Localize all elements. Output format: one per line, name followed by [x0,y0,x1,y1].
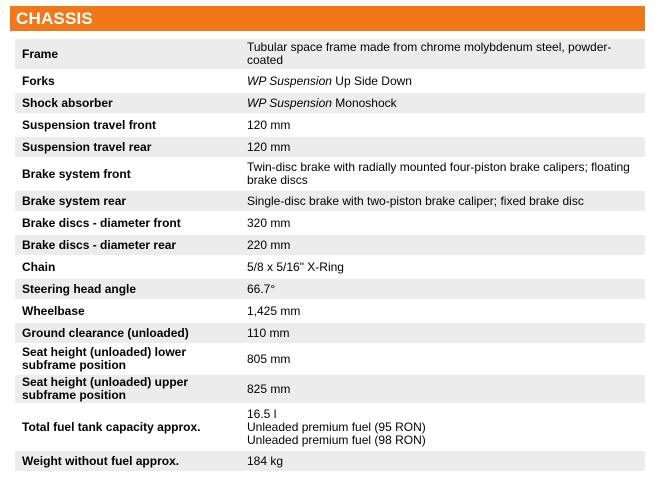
spec-label: Brake system rear [15,191,234,211]
spec-label: Forks [15,71,234,91]
spec-label: Suspension travel front [15,115,234,135]
spec-row-suspension-travel-front [15,115,645,135]
spec-row-brake-discs-rear [15,235,645,255]
spec-value-text: Monoshock [331,95,397,110]
spec-value: 220 mm [234,235,645,255]
spec-value: 5/8 x 5/16" X-Ring [234,257,645,277]
spec-value: 320 mm [234,213,645,233]
spec-value [234,93,645,113]
spec-row-suspension-travel-rear [15,137,645,157]
spec-row-fuel-tank-capacity [15,405,645,449]
spec-value: 120 mm [234,137,645,157]
spec-row-shock-absorber [15,93,645,113]
spec-label: Steering head angle [15,279,234,299]
spec-value: 120 mm [234,115,645,135]
spec-value: 184 kg [234,451,645,471]
spec-label: Frame [15,39,234,69]
spec-row-wheelbase [15,301,645,321]
spec-label: Ground clearance (unloaded) [15,323,234,343]
spec-label: Shock absorber [15,93,234,113]
spec-label: Seat height (unloaded) lower subframe position [15,345,234,373]
spec-value-text: Up Side Down [331,73,412,88]
spec-row-ground-clearance [15,323,645,343]
spec-row-weight-without-fuel [15,451,645,471]
spec-row-seat-height-lower [15,345,645,373]
spec-row-brake-system-front [15,159,645,189]
spec-value-line: 16.5 l [247,406,277,421]
spec-row-brake-discs-front [15,213,645,233]
spec-value [234,405,645,449]
spec-value: 805 mm [234,345,645,373]
spec-label: Weight without fuel approx. [15,451,234,471]
spec-label: Seat height (unloaded) upper subframe position [15,375,234,403]
brand-name: WP Suspension [247,95,332,110]
spec-value: 110 mm [234,323,645,343]
spec-label: Brake discs - diameter rear [15,235,234,255]
spec-table [15,37,645,473]
spec-value: Twin-disc brake with radially mounted four-piston brake calipers; floating brake discs [234,159,645,189]
spec-value [234,71,645,91]
spec-value: Single-disc brake with two-piston brake caliper; fixed brake disc [234,191,645,211]
spec-label: Brake discs - diameter front [15,213,234,233]
spec-row-frame [15,39,645,69]
spec-value: Tubular space frame made from chrome molybdenum steel, powder-coated [234,39,645,69]
brand-name: WP Suspension [247,73,332,88]
spec-label: Total fuel tank capacity approx. [15,405,234,449]
spec-value: 66.7° [234,279,645,299]
spec-label: Chain [15,257,234,277]
spec-value: 1,425 mm [234,301,645,321]
spec-value-line: Unleaded premium fuel (95 RON) [247,419,426,434]
section-title: CHASSIS [10,6,645,31]
spec-row-forks [15,71,645,91]
spec-row-chain [15,257,645,277]
spec-label: Suspension travel rear [15,137,234,157]
spec-row-seat-height-upper [15,375,645,403]
spec-value: 825 mm [234,375,645,403]
spec-label: Wheelbase [15,301,234,321]
spec-row-steering-head-angle [15,279,645,299]
spec-label: Brake system front [15,159,234,189]
spec-row-brake-system-rear [15,191,645,211]
spec-value-line: Unleaded premium fuel (98 RON) [247,432,426,447]
